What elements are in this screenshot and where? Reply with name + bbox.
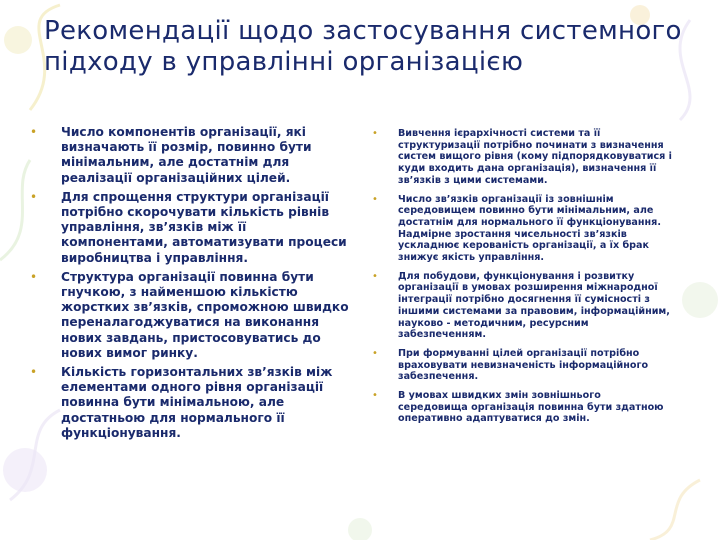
bullet-icon: • [372,270,378,282]
list-item-text: Структура організації повинна бути гнучкою, з найменшою кількістю жорстких зв’язків, спроможною швидко переналагоджуватися на виконання нових завдань, пристосовуватись до нових вимог ринку. [61,269,349,360]
decor-circle [3,448,47,492]
bullet-icon: • [372,347,378,359]
slide-title: Рекомендації щодо застосування системного підходу в управлінні організацією [44,16,682,77]
bullet-icon: • [372,128,378,139]
list-item [30,270,350,361]
list-item-text: Для спрощення структури організації потрібно скорочувати кількість рівнів управління, зв’язків між її компонентами, автоматизувати процеси виробництва і управління. [61,189,347,265]
bullet-icon: • [30,189,38,204]
bullet-icon: • [30,125,38,139]
decor-swirl [0,160,30,260]
list-item-text: Число компонентів організації, які визначають її розмір, повинно бути мінімальним, але достатнім для реалізації організаційних цілей. [61,125,312,185]
list-item-text: Для побудови, функціонування і розвитку організації в умовах розширення міжнародної інтеграції потрібно досягнення її сумісності з іншими системами за правовим, інформаційним, науково - методичним, ресурсним забезпеченням. [398,270,670,341]
decor-circle [348,518,372,540]
bullet-icon: • [30,365,38,380]
list-item [30,365,350,441]
decor-circle [682,282,718,318]
list-item [372,271,672,341]
bullet-icon: • [30,269,38,284]
right-bullet-list [372,128,672,432]
list-item-text: Кількість горизонтальних зв’язків між елементами одного рівня організації повинна бути мінімальною, але достатньою для нормального її функціонування. [61,365,333,440]
list-item [372,128,672,187]
list-item [372,194,672,264]
list-item [30,125,350,186]
list-item-text: Вивчення ієрархічності системи та її структуризації потрібно починати з визначення систем вищого рівня (кому підпорядковуватися і куди входить дана організація), визначення її зв’язків з цими системами. [398,128,672,186]
left-bullet-list [30,125,350,445]
list-item-text: При формуванні цілей організації потрібно враховувати невизначеність інформаційного забезпечення. [398,347,649,383]
list-item-text: В умовах швидких змін зовнішнього середовища організація повинна бути здатною оперативно адаптуватися до змін. [398,390,664,425]
bullet-icon: • [372,193,378,205]
list-item-text: Число зв’язків організації із зовнішнім середовищем повинно бути мінімальним, але достатнім для нормального її функціонування. Надмірне зростання чисельності зв’язків ускладнює керованість організації, а їх брак знижує якість управління. [398,193,661,264]
decor-circle [4,26,32,54]
decor-swirl [650,480,700,540]
bullet-icon: • [372,390,378,402]
list-item [372,348,672,383]
list-item [30,190,350,266]
list-item [372,390,672,425]
